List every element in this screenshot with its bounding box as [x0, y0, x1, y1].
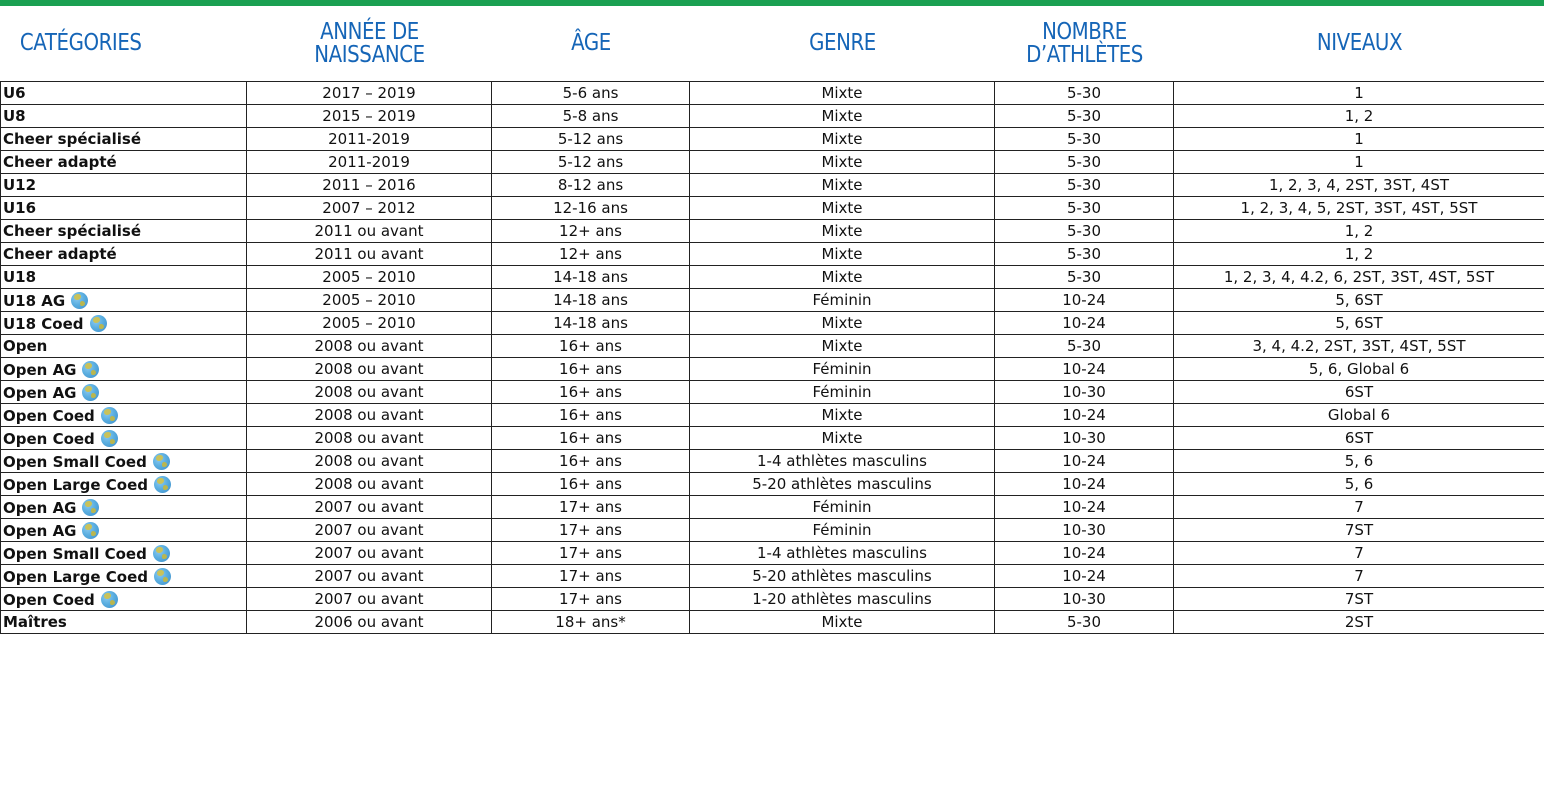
birth-year-cell: 2011 ou avant — [247, 220, 492, 243]
genre-cell: Mixte — [690, 312, 995, 335]
table-row — [1, 611, 1544, 634]
category-label: U12 — [3, 175, 37, 194]
table-row — [1, 266, 1544, 289]
athlete-count-cell: 10-24 — [995, 565, 1174, 588]
levels-cell: 1 — [1174, 151, 1544, 174]
age-cell: 5-12 ans — [492, 128, 690, 151]
birth-year-cell: 2007 ou avant — [247, 588, 492, 611]
age-cell: 17+ ans — [492, 496, 690, 519]
athlete-count-cell: 10-30 — [995, 519, 1174, 542]
genre-cell: Mixte — [690, 404, 995, 427]
header-genre: GENRE — [808, 30, 876, 56]
table-row — [1, 197, 1544, 220]
genre-cell: Mixte — [690, 105, 995, 128]
levels-cell: 6ST — [1174, 381, 1544, 404]
category-label: U8 — [3, 106, 26, 125]
birth-year-cell: 2005 – 2010 — [247, 266, 492, 289]
birth-year-cell: 2005 – 2010 — [247, 312, 492, 335]
age-cell: 16+ ans — [492, 335, 690, 358]
table-row — [1, 243, 1544, 266]
globe-icon — [71, 292, 88, 309]
table-row — [1, 289, 1544, 312]
athlete-count-cell: 10-24 — [995, 473, 1174, 496]
levels-cell: 1, 2, 3, 4, 2ST, 3ST, 4ST — [1174, 174, 1544, 197]
category-label: U6 — [3, 83, 26, 102]
category-label: Open Large Coed — [3, 475, 148, 494]
genre-cell: Féminin — [690, 381, 995, 404]
athlete-count-cell: 5-30 — [995, 611, 1174, 634]
table-row — [1, 427, 1544, 450]
age-cell: 14-18 ans — [492, 266, 690, 289]
genre-cell: Mixte — [690, 243, 995, 266]
header-niveaux: NIVEAUX — [1316, 30, 1402, 56]
levels-cell: 6ST — [1174, 427, 1544, 450]
genre-cell: Mixte — [690, 335, 995, 358]
category-label: Open Coed — [3, 406, 95, 425]
header-nombre-line2: D’ATHLÈTES — [1025, 41, 1143, 68]
age-cell: 16+ ans — [492, 381, 690, 404]
category-label: Open Coed — [3, 429, 95, 448]
age-cell: 16+ ans — [492, 450, 690, 473]
categories-table — [0, 6, 1544, 634]
athlete-count-cell: 10-24 — [995, 450, 1174, 473]
category-label: Open AG — [3, 521, 77, 540]
athlete-count-cell: 5-30 — [995, 243, 1174, 266]
globe-icon — [101, 430, 118, 447]
category-cell — [1, 519, 247, 542]
levels-cell: 3, 4, 4.2, 2ST, 3ST, 4ST, 5ST — [1174, 335, 1544, 358]
table-row — [1, 496, 1544, 519]
category-cell — [1, 105, 247, 128]
genre-cell: Mixte — [690, 220, 995, 243]
age-cell: 5-6 ans — [492, 82, 690, 105]
genre-cell: Mixte — [690, 174, 995, 197]
table-row — [1, 220, 1544, 243]
birth-year-cell: 2015 – 2019 — [247, 105, 492, 128]
birth-year-cell: 2011-2019 — [247, 151, 492, 174]
athlete-count-cell: 5-30 — [995, 151, 1174, 174]
category-cell — [1, 588, 247, 611]
birth-year-cell: 2007 – 2012 — [247, 197, 492, 220]
category-cell — [1, 197, 247, 220]
category-label: U18 Coed — [3, 314, 84, 333]
table-row — [1, 128, 1544, 151]
category-label: Cheer spécialisé — [3, 129, 142, 148]
athlete-count-cell: 10-24 — [995, 289, 1174, 312]
levels-cell: 5, 6 — [1174, 450, 1544, 473]
table-row — [1, 381, 1544, 404]
genre-cell: Mixte — [690, 128, 995, 151]
category-cell — [1, 611, 247, 634]
birth-year-cell: 2008 ou avant — [247, 427, 492, 450]
genre-cell: 1-4 athlètes masculins — [690, 450, 995, 473]
levels-cell: 7ST — [1174, 519, 1544, 542]
age-cell: 17+ ans — [492, 588, 690, 611]
table-row — [1, 358, 1544, 381]
category-label: Cheer adapté — [3, 244, 117, 263]
athlete-count-cell: 5-30 — [995, 82, 1174, 105]
birth-year-cell: 2008 ou avant — [247, 335, 492, 358]
category-cell — [1, 243, 247, 266]
table-row — [1, 565, 1544, 588]
category-label: Open AG — [3, 360, 77, 379]
table-row — [1, 519, 1544, 542]
globe-icon — [82, 361, 99, 378]
table-row — [1, 312, 1544, 335]
genre-cell: 5-20 athlètes masculins — [690, 473, 995, 496]
category-cell — [1, 289, 247, 312]
age-cell: 18+ ans* — [492, 611, 690, 634]
table-row — [1, 82, 1544, 105]
genre-cell: Mixte — [690, 151, 995, 174]
age-cell: 16+ ans — [492, 427, 690, 450]
age-cell: 16+ ans — [492, 404, 690, 427]
age-cell: 5-12 ans — [492, 151, 690, 174]
levels-cell: 5, 6ST — [1174, 312, 1544, 335]
genre-cell: Mixte — [690, 266, 995, 289]
age-cell: 14-18 ans — [492, 289, 690, 312]
category-cell — [1, 266, 247, 289]
age-cell: 5-8 ans — [492, 105, 690, 128]
birth-year-cell: 2008 ou avant — [247, 450, 492, 473]
globe-icon — [101, 407, 118, 424]
age-cell: 12+ ans — [492, 243, 690, 266]
athlete-count-cell: 5-30 — [995, 174, 1174, 197]
levels-cell: Global 6 — [1174, 404, 1544, 427]
athlete-count-cell: 5-30 — [995, 335, 1174, 358]
levels-cell: 7ST — [1174, 588, 1544, 611]
category-label: U18 — [3, 267, 37, 286]
levels-cell: 1, 2, 3, 4, 4.2, 6, 2ST, 3ST, 4ST, 5ST — [1174, 266, 1544, 289]
athlete-count-cell: 10-24 — [995, 312, 1174, 335]
athlete-count-cell: 5-30 — [995, 266, 1174, 289]
age-cell: 12+ ans — [492, 220, 690, 243]
category-cell — [1, 82, 247, 105]
category-cell — [1, 542, 247, 565]
birth-year-cell: 2011 – 2016 — [247, 174, 492, 197]
birth-year-cell: 2008 ou avant — [247, 404, 492, 427]
genre-cell: 1-4 athlètes masculins — [690, 542, 995, 565]
genre-cell: Féminin — [690, 289, 995, 312]
athlete-count-cell: 10-30 — [995, 381, 1174, 404]
table-row — [1, 450, 1544, 473]
genre-cell: Mixte — [690, 611, 995, 634]
age-cell: 12-16 ans — [492, 197, 690, 220]
table-row — [1, 588, 1544, 611]
category-label: U18 AG — [3, 291, 66, 310]
category-label: Open Small Coed — [3, 452, 147, 471]
genre-cell: Féminin — [690, 519, 995, 542]
table-row — [1, 404, 1544, 427]
category-cell — [1, 381, 247, 404]
category-cell — [1, 312, 247, 335]
age-cell: 17+ ans — [492, 565, 690, 588]
category-cell — [1, 174, 247, 197]
levels-cell: 7 — [1174, 565, 1544, 588]
levels-cell: 5, 6ST — [1174, 289, 1544, 312]
birth-year-cell: 2011 ou avant — [247, 243, 492, 266]
genre-cell: Mixte — [690, 427, 995, 450]
birth-year-cell: 2007 ou avant — [247, 519, 492, 542]
category-cell — [1, 151, 247, 174]
category-label: Open Large Coed — [3, 567, 148, 586]
globe-icon — [82, 522, 99, 539]
age-cell: 17+ ans — [492, 519, 690, 542]
category-cell — [1, 404, 247, 427]
globe-icon — [82, 384, 99, 401]
category-cell — [1, 335, 247, 358]
category-label: Cheer adapté — [3, 152, 117, 171]
genre-cell: 5-20 athlètes masculins — [690, 565, 995, 588]
category-label: Open Small Coed — [3, 544, 147, 563]
athlete-count-cell: 10-24 — [995, 404, 1174, 427]
levels-cell: 5, 6, Global 6 — [1174, 358, 1544, 381]
levels-cell: 2ST — [1174, 611, 1544, 634]
category-cell — [1, 450, 247, 473]
header-categories: CATÉGORIES — [19, 30, 142, 56]
levels-cell: 5, 6 — [1174, 473, 1544, 496]
genre-cell: 1-20 athlètes masculins — [690, 588, 995, 611]
age-cell: 14-18 ans — [492, 312, 690, 335]
birth-year-cell: 2007 ou avant — [247, 565, 492, 588]
header-nombre-line1: NOMBRE — [1041, 18, 1127, 45]
header-age: ÂGE — [570, 30, 611, 56]
age-cell: 16+ ans — [492, 358, 690, 381]
athlete-count-cell: 10-24 — [995, 358, 1174, 381]
category-label: Maîtres — [3, 612, 67, 631]
age-cell: 17+ ans — [492, 542, 690, 565]
category-cell — [1, 358, 247, 381]
levels-cell: 7 — [1174, 542, 1544, 565]
table-row — [1, 151, 1544, 174]
birth-year-cell: 2008 ou avant — [247, 473, 492, 496]
globe-icon — [82, 499, 99, 516]
table-row — [1, 335, 1544, 358]
birth-year-cell: 2007 ou avant — [247, 496, 492, 519]
birth-year-cell: 2005 – 2010 — [247, 289, 492, 312]
athlete-count-cell: 10-30 — [995, 588, 1174, 611]
age-cell: 16+ ans — [492, 473, 690, 496]
globe-icon — [153, 545, 170, 562]
athlete-count-cell: 10-24 — [995, 542, 1174, 565]
levels-cell: 1 — [1174, 128, 1544, 151]
header-annee-naissance: ANNÉE DE NAISSANCE — [313, 18, 425, 68]
category-label: U16 — [3, 198, 37, 217]
category-label: Open — [3, 336, 48, 355]
category-cell — [1, 565, 247, 588]
header-nombre-athletes — [1007, 6, 1161, 82]
athlete-count-cell: 5-30 — [995, 197, 1174, 220]
table-row — [1, 542, 1544, 565]
birth-year-cell: 2011-2019 — [247, 128, 492, 151]
levels-cell: 7 — [1174, 496, 1544, 519]
globe-icon — [154, 568, 171, 585]
levels-cell: 1, 2, 3, 4, 5, 2ST, 3ST, 4ST, 5ST — [1174, 197, 1544, 220]
category-cell — [1, 128, 247, 151]
category-cell — [1, 427, 247, 450]
globe-icon — [90, 315, 107, 332]
birth-year-cell: 2006 ou avant — [247, 611, 492, 634]
table-body — [1, 82, 1544, 634]
levels-cell: 1 — [1174, 82, 1544, 105]
athlete-count-cell: 5-30 — [995, 220, 1174, 243]
category-cell — [1, 473, 247, 496]
category-cell — [1, 220, 247, 243]
table-row — [1, 105, 1544, 128]
genre-cell: Mixte — [690, 82, 995, 105]
levels-cell: 1, 2 — [1174, 243, 1544, 266]
genre-cell: Féminin — [690, 496, 995, 519]
athlete-count-cell: 5-30 — [995, 128, 1174, 151]
category-label: Open Coed — [3, 590, 95, 609]
birth-year-cell: 2007 ou avant — [247, 542, 492, 565]
birth-year-cell: 2008 ou avant — [247, 381, 492, 404]
globe-icon — [101, 591, 118, 608]
table-row — [1, 174, 1544, 197]
levels-cell: 1, 2 — [1174, 105, 1544, 128]
category-label: Open AG — [3, 498, 77, 517]
category-cell — [1, 496, 247, 519]
category-label: Open AG — [3, 383, 77, 402]
category-label: Cheer spécialisé — [3, 221, 142, 240]
globe-icon — [154, 476, 171, 493]
levels-cell: 1, 2 — [1174, 220, 1544, 243]
birth-year-cell: 2017 – 2019 — [247, 82, 492, 105]
athlete-count-cell: 10-24 — [995, 496, 1174, 519]
athlete-count-cell: 5-30 — [995, 105, 1174, 128]
table-header-row — [1, 6, 1544, 82]
globe-icon — [153, 453, 170, 470]
athlete-count-cell: 10-30 — [995, 427, 1174, 450]
birth-year-cell: 2008 ou avant — [247, 358, 492, 381]
genre-cell: Mixte — [690, 197, 995, 220]
table-row — [1, 473, 1544, 496]
age-cell: 8-12 ans — [492, 174, 690, 197]
genre-cell: Féminin — [690, 358, 995, 381]
